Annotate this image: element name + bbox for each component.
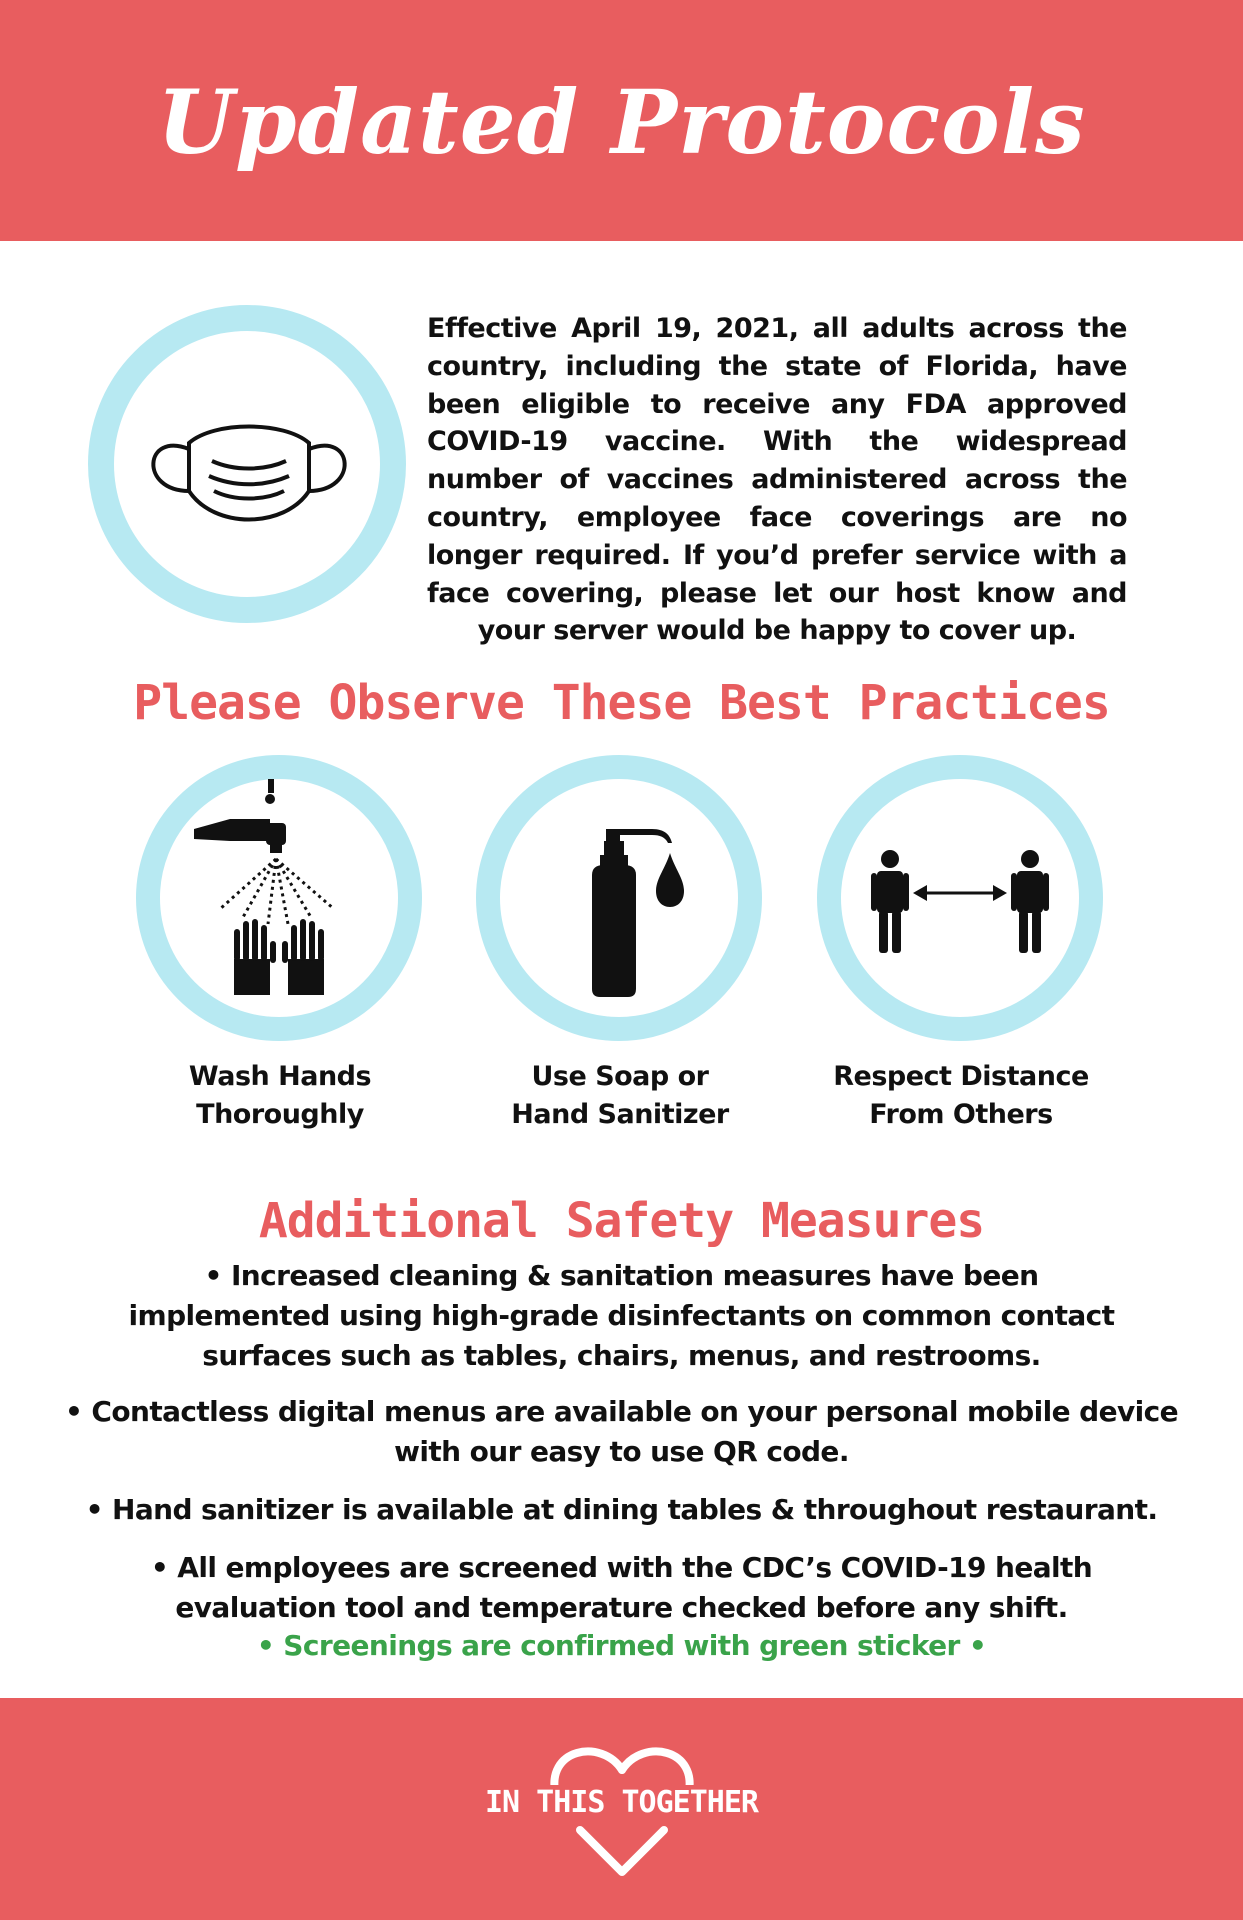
measure-item-digital-menus: • Contactless digital menus are available on your personal mobile device with our easy to use QR code. (64, 1395, 1179, 1468)
practice-label-soap (470, 1058, 770, 1134)
soap-dispenser-icon (476, 755, 762, 1041)
practice-label-line: Use Soap or (531, 1061, 709, 1092)
measure-item-cleaning: • Increased cleaning & sanitation measures have been implemented using high-grade disinfectants on common contact surfaces such as tables, chairs, menus, and restrooms. (128, 1259, 1115, 1372)
best-practices-heading: Please Observe These Best Practices (133, 675, 1110, 731)
footer-banner (0, 1698, 1243, 1920)
practice-label-line: Respect Distance (833, 1061, 1089, 1092)
footer-tagline (0, 1785, 1243, 1820)
measure-item-hand-sanitizer: • Hand sanitizer is available at dining tables & throughout restaurant. (85, 1493, 1158, 1526)
social-distance-icon (817, 755, 1103, 1041)
footer-tagline-text: IN THIS TOGETHER (479, 1785, 764, 1820)
measure-item-screening: • All employees are screened with the CDC’s COVID-19 health evaluation tool and temperature checked before any shift. (150, 1551, 1093, 1624)
practice-label-line: Thoroughly (196, 1099, 364, 1130)
practice-label-wash-hands (130, 1058, 430, 1134)
practice-label-line: Wash Hands (188, 1061, 372, 1092)
practice-label-line: From Others (869, 1099, 1053, 1130)
intro-paragraph: Effective April 19, 2021, all adults across the country, including the state of Florida, have been eligible to receive any FDA approved COVID-19 vaccine. With the widespread number of vaccines administered across the country, employee face coverings are no longer required. If you’d prefer service with a face covering, please let our host know and your server would be happy to cover up. (427, 313, 1127, 647)
safety-measures-heading: Additional Safety Measures (258, 1193, 985, 1249)
face-mask-icon (88, 305, 406, 623)
practice-label-distance (811, 1058, 1111, 1134)
screening-note: • Screenings are confirmed with green sticker • (256, 1629, 987, 1662)
wash-hands-icon (136, 755, 422, 1041)
page-title: Updated Protocols (157, 70, 1086, 174)
practice-label-line: Hand Sanitizer (511, 1099, 729, 1130)
header-banner (0, 0, 1243, 241)
